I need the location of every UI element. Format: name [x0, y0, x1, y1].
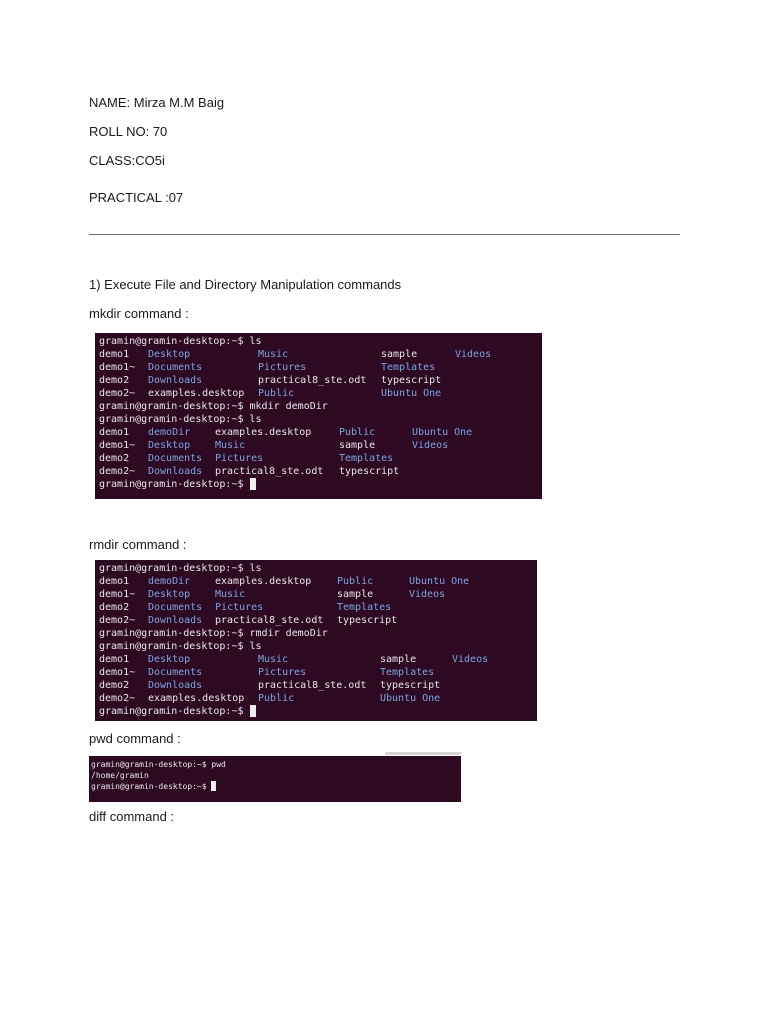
file-entry: demo2	[99, 453, 130, 464]
directory-entry: Pictures	[215, 602, 264, 613]
terminal-line	[99, 653, 537, 666]
file-entry: typescript	[339, 466, 400, 477]
directory-entry: Public	[258, 388, 295, 399]
terminal-text: gramin@gramin-desktop:~$ ls	[99, 414, 262, 425]
terminal-line	[99, 705, 537, 718]
terminal-line	[99, 452, 542, 465]
diff-label: diff command :	[89, 809, 175, 824]
file-entry: demo2	[99, 375, 130, 386]
directory-entry: Public	[337, 576, 374, 587]
terminal-text: gramin@gramin-desktop:~$ rmdir demoDir	[99, 628, 328, 639]
directory-entry: Desktop	[148, 349, 191, 360]
directory-entry: Music	[215, 589, 246, 600]
file-entry: demo1	[99, 654, 130, 665]
terminal-text: gramin@gramin-desktop:~$ pwd	[91, 760, 226, 769]
directory-entry: Public	[258, 693, 295, 704]
directory-entry: Desktop	[148, 654, 191, 665]
directory-entry: Pictures	[215, 453, 264, 464]
directory-entry: Desktop	[148, 589, 191, 600]
file-entry: demo1	[99, 427, 130, 438]
terminal-line	[99, 413, 542, 426]
directory-entry: Ubuntu One	[412, 427, 473, 438]
file-entry: demo2~	[99, 466, 136, 477]
screenshot-edge	[385, 752, 461, 755]
directory-entry: Documents	[148, 602, 203, 613]
directory-entry: Templates	[337, 602, 392, 613]
horizontal-divider	[89, 234, 680, 235]
pwd-label: pwd command :	[89, 731, 181, 746]
terminal-line	[99, 426, 542, 439]
terminal-line	[99, 692, 537, 705]
terminal-line	[99, 465, 542, 478]
file-entry: practical8_ste.odt	[215, 615, 324, 626]
section-heading: 1) Execute File and Directory Manipulation commands	[89, 277, 402, 292]
file-entry: practical8_ste.odt	[215, 466, 324, 477]
terminal-cursor	[250, 478, 256, 490]
file-entry: demo2~	[99, 615, 136, 626]
terminal-line	[99, 588, 537, 601]
file-entry: examples.desktop	[215, 427, 312, 438]
terminal-line	[99, 374, 542, 387]
file-entry: demo2~	[99, 388, 136, 399]
file-entry: demo1	[99, 576, 130, 587]
terminal-line	[99, 627, 537, 640]
terminal-line	[99, 361, 542, 374]
directory-entry: Videos	[412, 440, 449, 451]
file-entry: sample	[381, 349, 418, 360]
rmdir-terminal-screenshot	[95, 560, 537, 721]
terminal-line	[99, 562, 537, 575]
terminal-text: gramin@gramin-desktop:~$	[91, 782, 212, 791]
directory-entry: Documents	[148, 362, 203, 373]
terminal-line	[99, 640, 537, 653]
terminal-line	[99, 400, 542, 413]
class-name: CLASS:CO5i	[89, 153, 165, 168]
terminal-line	[99, 348, 542, 361]
file-entry: sample	[337, 589, 374, 600]
file-entry: sample	[380, 654, 417, 665]
file-entry: demo1~	[99, 589, 136, 600]
file-entry: typescript	[380, 680, 441, 691]
directory-entry: Templates	[339, 453, 394, 464]
directory-entry: Videos	[409, 589, 446, 600]
directory-entry: Pictures	[258, 362, 307, 373]
terminal-line	[99, 614, 537, 627]
terminal-text: gramin@gramin-desktop:~$	[99, 479, 250, 490]
rmdir-label: rmdir command :	[89, 537, 187, 552]
directory-entry: Music	[258, 654, 289, 665]
directory-entry: Templates	[381, 362, 436, 373]
terminal-line	[99, 335, 542, 348]
directory-entry: Music	[215, 440, 246, 451]
file-entry: practical8_ste.odt	[258, 680, 367, 691]
directory-entry: Ubuntu One	[380, 693, 441, 704]
directory-entry: Ubuntu One	[409, 576, 470, 587]
terminal-line	[91, 759, 461, 770]
directory-entry: Downloads	[148, 680, 203, 691]
file-entry: examples.desktop	[148, 388, 245, 399]
directory-entry: demoDir	[148, 576, 191, 587]
directory-entry: Videos	[455, 349, 492, 360]
terminal-line	[99, 666, 537, 679]
directory-entry: Music	[258, 349, 289, 360]
file-entry: demo1~	[99, 667, 136, 678]
terminal-line	[99, 601, 537, 614]
terminal-cursor	[250, 705, 256, 717]
directory-entry: Public	[339, 427, 376, 438]
file-entry: examples.desktop	[148, 693, 245, 704]
terminal-text: gramin@gramin-desktop:~$	[99, 706, 250, 717]
directory-entry: Documents	[148, 453, 203, 464]
terminal-cursor	[211, 781, 216, 791]
directory-entry: Documents	[148, 667, 203, 678]
file-entry: typescript	[381, 375, 442, 386]
terminal-line	[99, 679, 537, 692]
roll-number: ROLL NO: 70	[89, 124, 168, 139]
practical-number: PRACTICAL :07	[89, 190, 184, 205]
directory-entry: Downloads	[148, 466, 203, 477]
file-entry: demo2~	[99, 693, 136, 704]
file-entry: demo1	[99, 349, 130, 360]
file-entry: examples.desktop	[215, 576, 312, 587]
mkdir-terminal-screenshot	[95, 333, 542, 499]
mkdir-label: mkdir command :	[89, 306, 189, 321]
terminal-text: gramin@gramin-desktop:~$ ls	[99, 336, 262, 347]
file-entry: demo2	[99, 680, 130, 691]
file-entry: demo1~	[99, 440, 136, 451]
terminal-text: gramin@gramin-desktop:~$ ls	[99, 563, 262, 574]
terminal-line	[91, 781, 461, 792]
file-entry: practical8_ste.odt	[258, 375, 367, 386]
terminal-line	[91, 770, 461, 781]
terminal-line	[99, 387, 542, 400]
terminal-line	[99, 478, 542, 491]
pwd-terminal-screenshot	[89, 756, 461, 802]
directory-entry: Videos	[452, 654, 489, 665]
terminal-text: /home/gramin	[91, 771, 149, 780]
directory-entry: Downloads	[148, 375, 203, 386]
file-entry: demo1~	[99, 362, 136, 373]
directory-entry: Downloads	[148, 615, 203, 626]
directory-entry: demoDir	[148, 427, 191, 438]
directory-entry: Pictures	[258, 667, 307, 678]
terminal-text: gramin@gramin-desktop:~$ mkdir demoDir	[99, 401, 328, 412]
file-entry: demo2	[99, 602, 130, 613]
file-entry: sample	[339, 440, 376, 451]
directory-entry: Templates	[380, 667, 435, 678]
student-name: NAME: Mirza M.M Baig	[89, 95, 225, 110]
file-entry: typescript	[337, 615, 398, 626]
terminal-line	[99, 575, 537, 588]
directory-entry: Ubuntu One	[381, 388, 442, 399]
directory-entry: Desktop	[148, 440, 191, 451]
terminal-text: gramin@gramin-desktop:~$ ls	[99, 641, 262, 652]
terminal-line	[99, 439, 542, 452]
